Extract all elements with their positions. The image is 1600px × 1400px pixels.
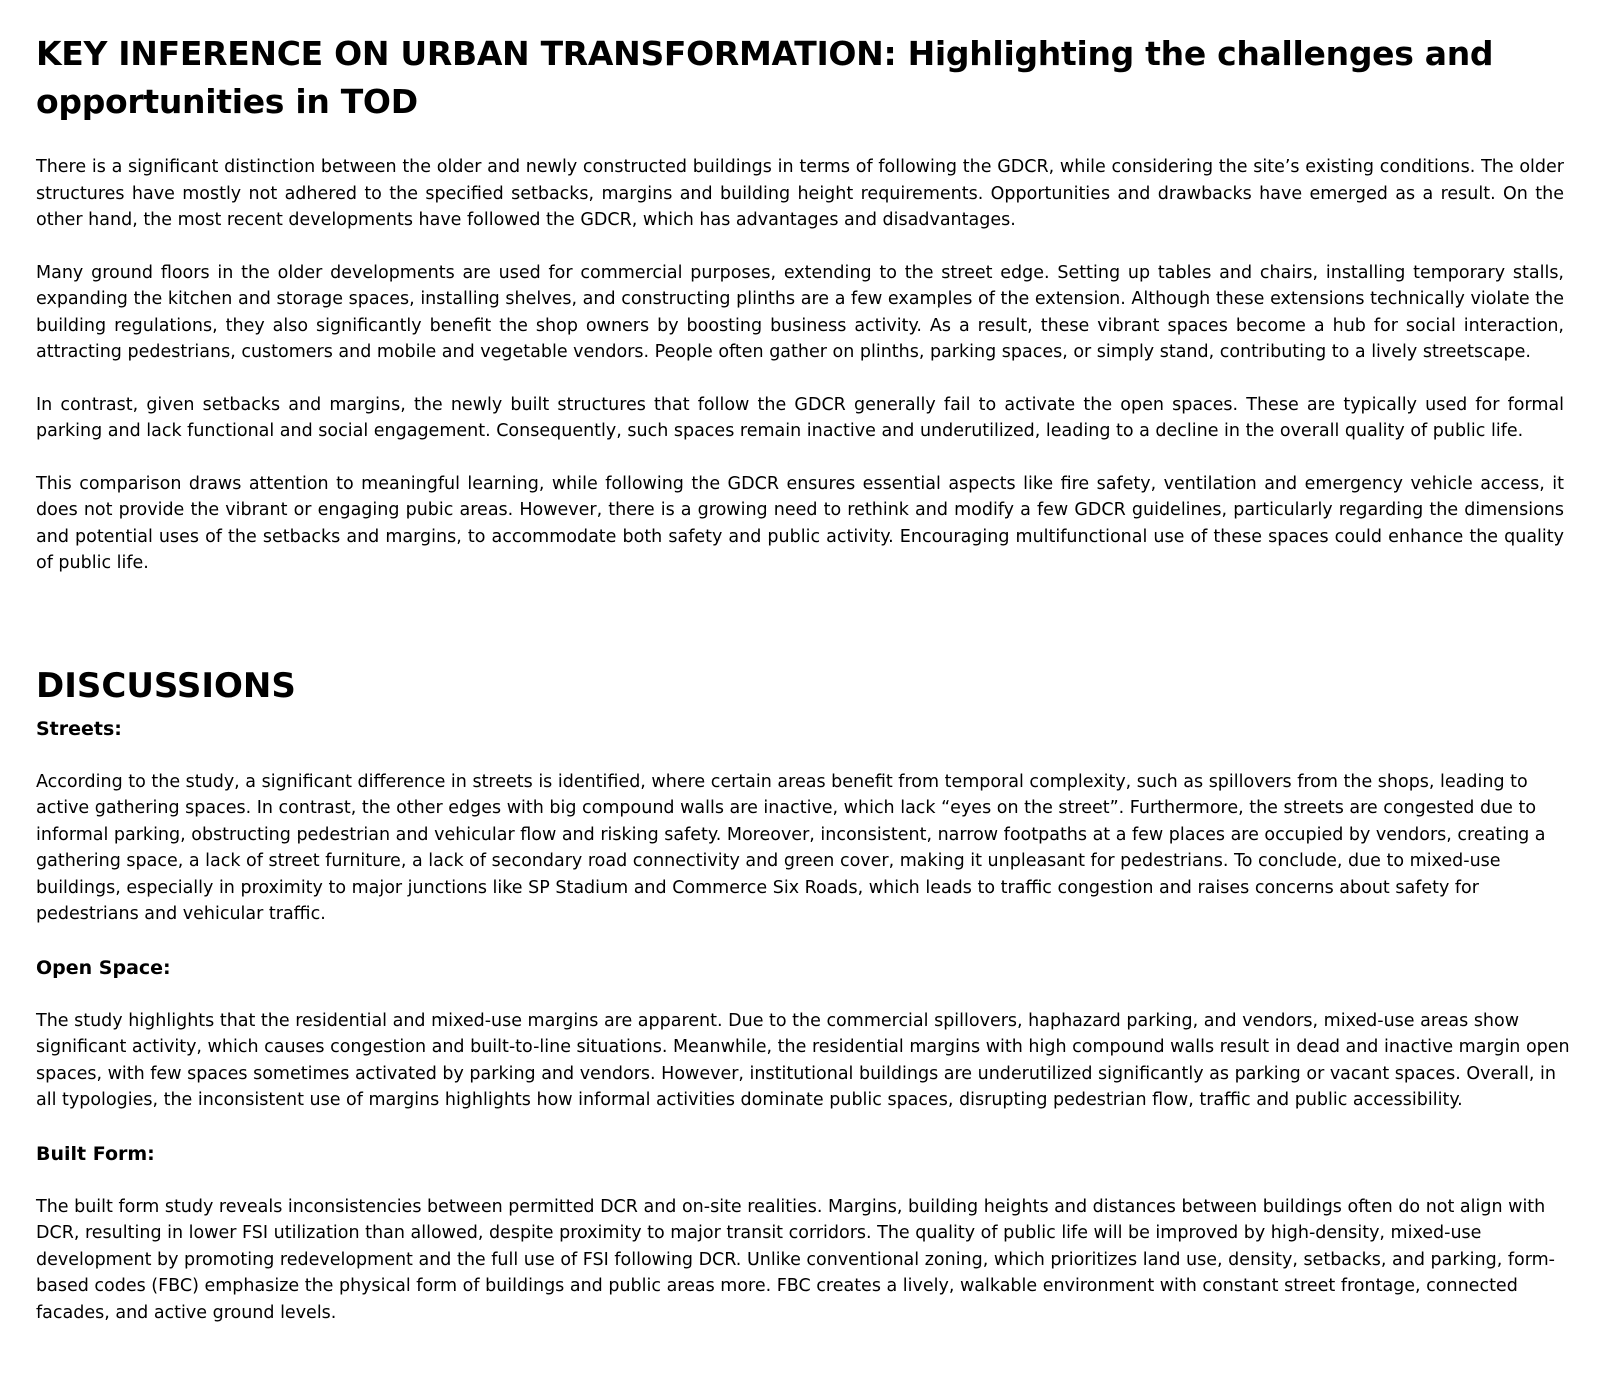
key-inference-paragraph-3: In contrast, given setbacks and margins, the newly built structures that follow the GDCR generally fail to activate the open spaces. These are typically used for formal parking and lack functional and social engagement. Consequently, such spaces remain inactive and underutilized, leading to a decline in the overall quality of public life. [36, 394, 1564, 441]
key-inference-paragraph-1: There is a significant distinction between the older and newly constructed buildings in terms of following the GDCR, while considering the site’s existing conditions. The older structures have mostly not adhered to the specified setbacks, margins and building height requirements. Opportunities and drawbacks have emerged as a result. On the other hand, the most recent developments have followed the GDCR, which has advantages and disadvantages. [36, 157, 1564, 230]
section-spacer [36, 603, 1564, 664]
key-inference-title: KEY INFERENCE ON URBAN TRANSFORMATION: Highlighting the challenges and opportunities in TOD [36, 34, 1494, 121]
key-inference-paragraph-2: Many ground floors in the older developments are used for commercial purposes, extending to the street edge. Setting up tables and chairs, installing temporary stalls, expanding the kitchen and storage spaces, installing shelves, and constructing plinths are a few examples of the extension. Although these extensions technically violate the building regulations, they also significantly benefit the shop owners by boosting business activity. As a result, these vibrant spaces become a hub for social interaction, attracting pedestrians, customers and mobile and vegetable vendors. People often gather on plinths, parking spaces, or simply stand, contributing to a lively streetscape. [36, 262, 1564, 362]
streets-heading: Streets: [36, 717, 122, 740]
open-space-heading: Open Space: [36, 956, 171, 979]
streets-text: According to the study, a significant difference in streets is identified, where certain areas benefit from temporal complexity, such as spillovers from the shops, leading to active gathering spaces. In contrast, the other edges with big compound walls are inactive, which lack “eyes on the street”. Furthermore, the streets are congested due to informal parking, obstructing pedestrian and vehicular flow and risking safety. Moreover, inconsistent, narrow footpaths at a few places are occupied by vendors, creating a gathering space, a lack of street furniture, a lack of secondary road connectivity and green cover, making it unpleasant for pedestrians. To conclude, due to mixed-use buildings, especially in proximity to major junctions like SP Stadium and Commerce Six Roads, which leads to traffic congestion and raises concerns about safety for pedestrians and vehicular traffic. [36, 771, 1546, 924]
open-space-text: The study highlights that the residential and mixed-use margins are apparent. Due to the commercial spillovers, haphazard parking, and vendors, mixed-use areas show significant activity, which causes congestion and built-to-line situations. Meanwhile, the residential margins with high compound walls result in dead and inactive margin open spaces, with few spaces sometimes activated by parking and vendors. However, institutional buildings are underutilized significantly as parking or vacant spaces. Overall, in all typologies, the inconsistent use of margins highlights how informal activities dominate public spaces, disrupting pedestrian flow, traffic and public accessibility. [36, 1010, 1570, 1110]
built-form-text: The built form study reveals inconsistencies between permitted DCR and on-site realities. Margins, building heights and distances between buildings often do not align with DCR, resulting in lower FSI utilization than allowed, despite proximity to major transit corridors. The quality of public life will be improved by high-density, mixed-use development by promoting redevelopment and the full use of FSI following DCR. Unlike conventional zoning, which prioritizes land use, density, setbacks, and parking, form-based codes (FBC) emphasize the physical form of buildings and public areas more. FBC creates a lively, walkable environment with constant street frontage, connected facades, and active ground levels. [36, 1196, 1555, 1323]
built-form-heading: Built Form: [36, 1142, 155, 1165]
discussions-title: DISCUSSIONS [36, 665, 296, 706]
key-inference-paragraph-4: This comparison draws attention to meaningful learning, while following the GDCR ensures essential aspects like fire safety, ventilation and emergency vehicle access, it does not provide the vibrant or engaging pubic areas. However, there is a growing need to rethink and modify a few GDCR guidelines, particularly regarding the dimensions and potential uses of the setbacks and margins, to accommodate both safety and public activity. Encouraging multifunctional use of these spaces could enhance the quality of public life. [36, 473, 1564, 573]
